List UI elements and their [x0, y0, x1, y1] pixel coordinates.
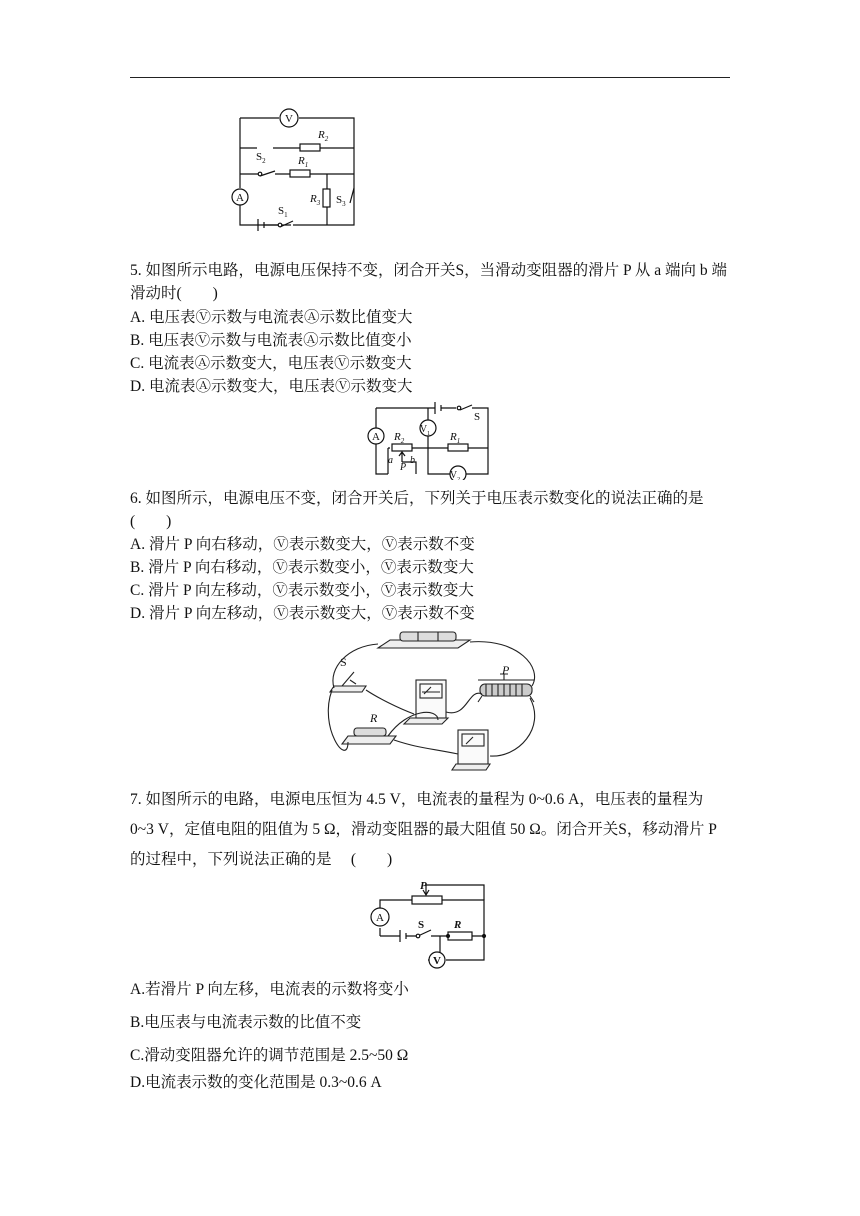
- question-5-stem: 5. 如图所示电路，电源电压保持不变，闭合开关S，当滑动变阻器的滑片 P 从 a 端向 b 端滑动时( ): [130, 262, 728, 302]
- svg-text:R1: $R_1$: [450, 431, 461, 445]
- svg-text:V1: $V_1$: [419, 424, 431, 437]
- svg-text:S: S: [418, 919, 425, 931]
- svg-text:S: S: [340, 655, 347, 669]
- q6-option-a: A. 滑片 P 向右移动，Ⓥ表示数变大，Ⓥ表示数不变: [130, 536, 475, 553]
- q7-option-c: C.滑动变阻器允许的调节范围是 2.5~50 Ω: [130, 1047, 409, 1064]
- q6-option-b: B. 滑片 P 向右移动，Ⓥ表示数变小，Ⓥ表示数变大: [130, 559, 474, 576]
- q7-option-b: B.电压表与电流表示数的比值不变: [130, 1014, 362, 1031]
- svg-text:S: S: [474, 411, 481, 423]
- question-7-stem: 7. 如图所示的电路，电源电压恒为 4.5 V，电流表的量程为 0~0.6 A，电压表的量程为 0~3 V，定值电阻的阻值为 5 Ω，滑动变阻器的最大阻值 50 Ω。闭合开关S，移动滑片 P 的过程中，下列说法正确的是 ( ): [130, 791, 717, 868]
- svg-text:R2: $R_2$: [318, 129, 329, 143]
- svg-text:P: P: [502, 663, 510, 677]
- q5-option-a: A. 电压表Ⓥ示数与电流表Ⓐ示数比值变大: [130, 309, 413, 326]
- circuit-diagram-q5: [364, 398, 494, 480]
- q7-option-a: A.若滑片 P 向左移，电流表的示数将变小: [130, 981, 409, 998]
- question-6-stem: 6. 如图所示，电源电压不变，闭合开关后，下列关于电压表示数变化的说法正确的是( ): [130, 490, 704, 530]
- voltmeter-label: V: [285, 113, 293, 125]
- svg-text:R: R: [454, 919, 462, 931]
- svg-text:A: A: [372, 431, 380, 443]
- header-rule: [130, 77, 730, 78]
- svg-text:b: b: [410, 455, 415, 466]
- q5-option-b: B. 电压表Ⓥ示数与电流表Ⓐ示数比值变小: [130, 332, 412, 349]
- svg-text:P: P: [400, 462, 407, 473]
- svg-text:P: P: [420, 880, 427, 892]
- circuit-diagram-q7: [366, 880, 492, 970]
- circuit-diagram-q4: [228, 108, 368, 233]
- svg-text:S1: $S_1$: [278, 205, 288, 219]
- q7-option-d: D.电流表示数的变化范围是 0.3~0.6 A: [130, 1074, 382, 1091]
- svg-text:R2: $R_2$: [394, 431, 405, 445]
- svg-text:A: A: [376, 912, 384, 924]
- svg-text:R1: $R_1$: [298, 155, 309, 169]
- apparatus-illustration-q6: [318, 628, 550, 774]
- q6-option-d: D. 滑片 P 向左移动，Ⓥ表示数变大，Ⓥ表示数不变: [130, 605, 475, 622]
- svg-text:S2: $S_2$: [256, 151, 266, 165]
- q6-option-c: C. 滑片 P 向左移动，Ⓥ表示数变小，Ⓥ表示数变大: [130, 582, 474, 599]
- q5-option-d: D. 电流表Ⓐ示数变大，电压表Ⓥ示数变大: [130, 378, 413, 395]
- svg-text:a: a: [388, 455, 393, 466]
- svg-text:S3: $S_3$: [336, 194, 346, 208]
- svg-text:A: A: [236, 192, 244, 204]
- svg-text:V: V: [433, 955, 441, 967]
- q5-option-c: C. 电流表Ⓐ示数变大，电压表Ⓥ示数变大: [130, 355, 412, 372]
- svg-text:V2: $V_2$: [449, 470, 461, 480]
- svg-text:R: R: [370, 711, 378, 725]
- svg-text:R3: $R_3$: [310, 193, 321, 207]
